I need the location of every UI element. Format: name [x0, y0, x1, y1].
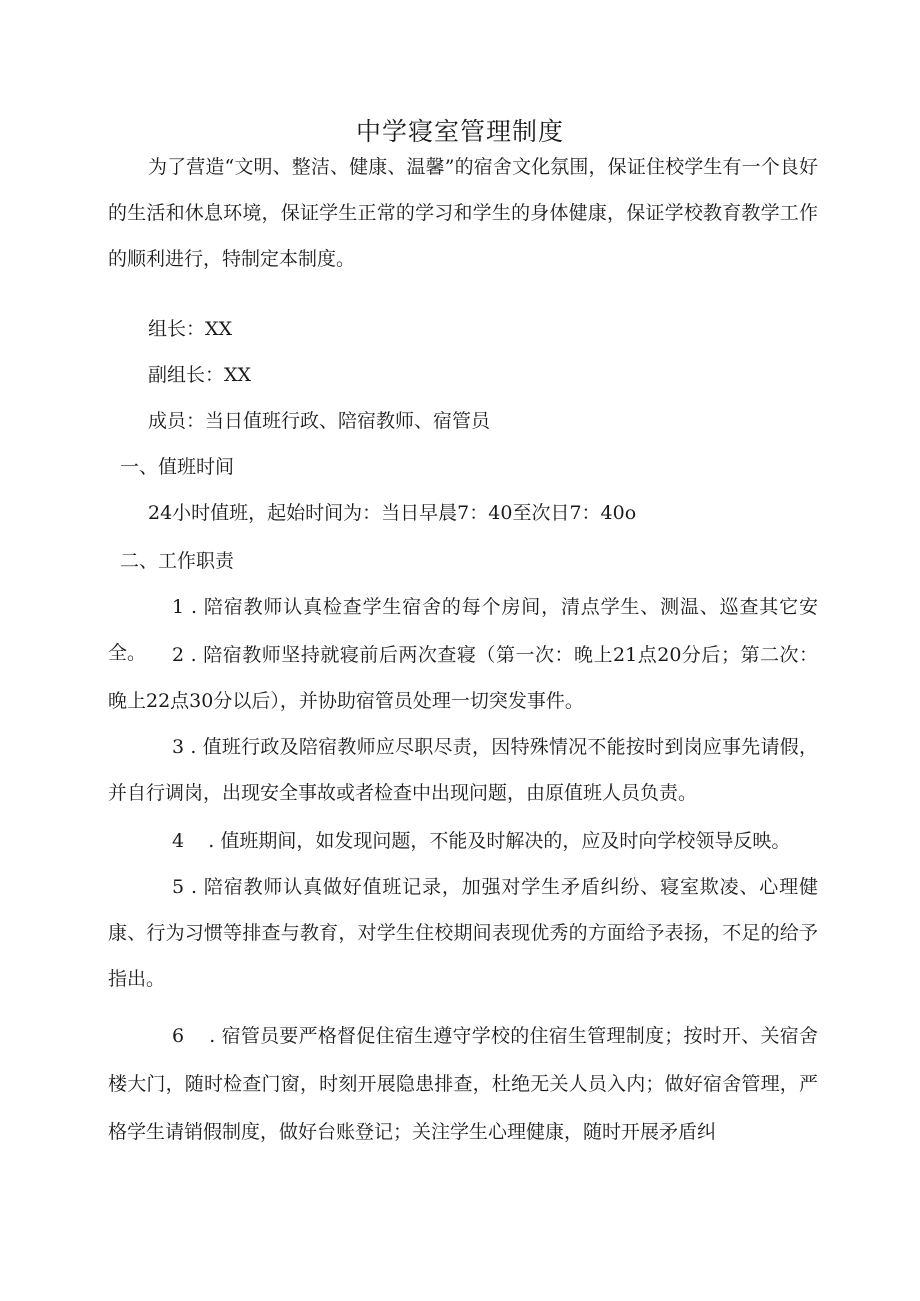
- duty-item: 4 . 值班期间，如发现问题，不能及时解决的，应及时向学校领导反映。: [108, 818, 818, 864]
- section1-heading: 一、值班时间: [120, 456, 235, 478]
- duty-item-text: 值班行政及陪宿教师应尽职尽责，因特殊情况不能按时到岗应事先请假，并自行调岗，出现安全事故或者检查中出现问题，由原值班人员负责。: [108, 736, 818, 804]
- leader-line: 组长：XX: [148, 318, 233, 340]
- duty-item-text: 宿管员要严格督促住宿生遵守学校的住宿生管理制度；按时开、关宿舍楼大门，随时检查门窗，时刻开展隐患排查，杜绝无关人员入内；做好宿舍管理，严格学生请销假制度，做好台账登记；关注学生心理健康，随时开展矛盾纠: [108, 1025, 818, 1143]
- duty-item-number: 6: [172, 1025, 185, 1047]
- vice-leader-line: 副组长：XX: [148, 364, 252, 386]
- duty-item-number: 1: [172, 596, 185, 618]
- section2-heading: 二、工作职责: [120, 550, 235, 572]
- duty-item-number: 3: [172, 736, 185, 758]
- duty-item-text: 值班期间，如发现问题，不能及时解决的，应及时向学校领导反映。: [220, 830, 791, 852]
- duty-item: 1 . 陪宿教师认真检查学生宿舍的每个房间，清点学生、测温、巡查其它安全。: [108, 584, 818, 676]
- duty-item: 2 . 陪宿教师坚持就寝前后两次查寝（第一次：晚上21点20分后；第二次：晚上22点30分以后），并协助宿管员处理一切突发事件。: [108, 632, 818, 724]
- duty-item-number: 4: [172, 830, 185, 852]
- intro-paragraph: 为了营造“文明、整洁、健康、温馨”的宿舍文化氛围，保证住校学生有一个良好的生活和休息环境，保证学生正常的学习和学生的身体健康，保证学校教育教学工作的顺利进行，特制定本制度。: [108, 156, 818, 270]
- section1-body: 24小时值班，起始时间为：当日早晨7：40至次日7：40o: [148, 502, 637, 524]
- document-title: 中学寝室管理制度: [355, 117, 564, 146]
- duty-item: 5 . 陪宿教师认真做好值班记录，加强对学生矛盾纠纷、寝室欺凌、心理健康、行为习惯等排查与教育，对学生住校期间表现优秀的方面给予表扬，不足的给予指出。: [108, 864, 818, 1002]
- duty-item-text: 陪宿教师认真检查学生宿舍的每个房间，清点学生、测温、巡查其它安全。: [108, 596, 818, 664]
- duty-item: 6 . 宿管员要严格督促住宿生遵守学校的住宿生管理制度；按时开、关宿舍楼大门，随时检查门窗，时刻开展隐患排查，杜绝无关人员入内；做好宿舍管理，严格学生请销假制度，做好台账登记；关注学生心理健康，随时开展矛盾纠: [108, 1012, 818, 1156]
- duty-item: 3 . 值班行政及陪宿教师应尽职尽责，因特殊情况不能按时到岗应事先请假，并自行调岗，出现安全事故或者检查中出现问题，由原值班人员负责。: [108, 724, 818, 816]
- members-line: 成员：当日值班行政、陪宿教师、宿管员: [148, 410, 491, 432]
- duty-item-text: 陪宿教师认真做好值班记录，加强对学生矛盾纠纷、寝室欺凌、心理健康、行为习惯等排查与教育，对学生住校期间表现优秀的方面给予表扬，不足的给予指出。: [108, 876, 818, 990]
- duty-item-text: 陪宿教师坚持就寝前后两次查寝（第一次：晚上21点20分后；第二次：晚上22点30分以后），并协助宿管员处理一切突发事件。: [108, 644, 819, 712]
- duty-item-number: 2: [172, 644, 185, 666]
- duty-item-number: 5: [172, 876, 185, 898]
